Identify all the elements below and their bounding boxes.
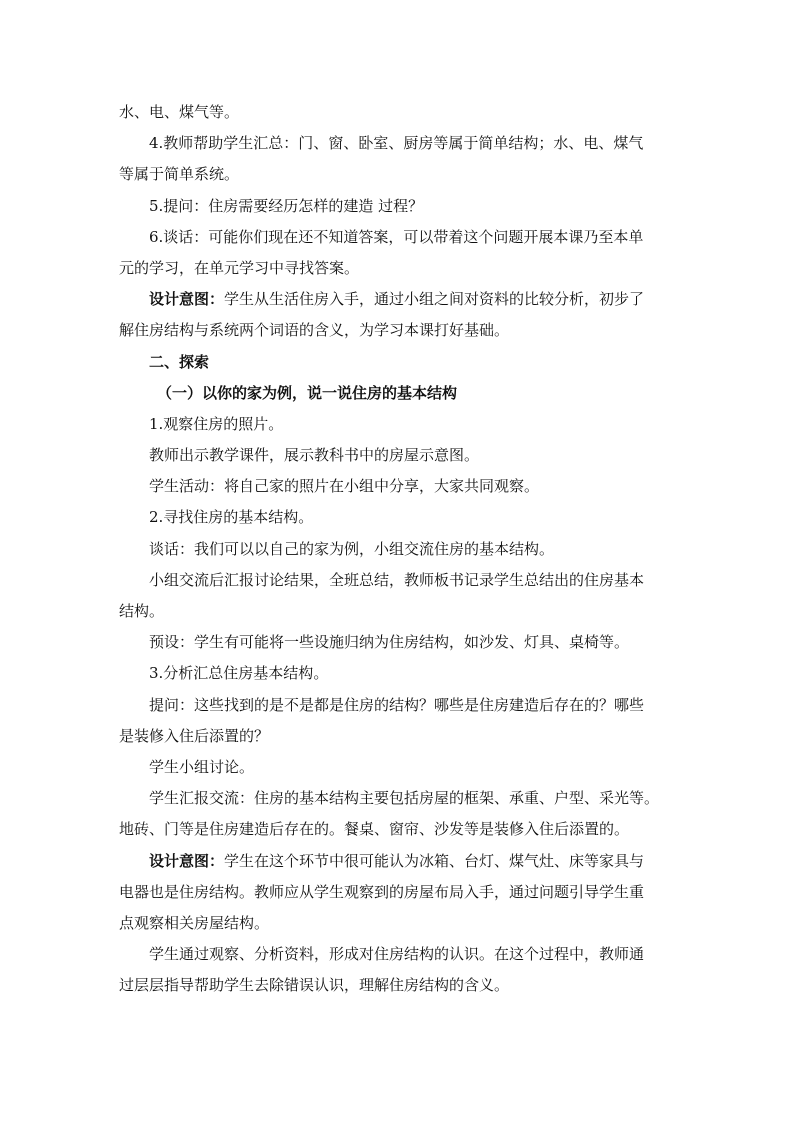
design-intent-line <box>119 846 675 877</box>
text-line: 2.寻找住房的基本结构。 <box>149 508 314 527</box>
document-body <box>119 97 675 1001</box>
text-line: 1.观察住房的照片。 <box>149 414 284 433</box>
section-heading: 二、探索 <box>149 352 210 371</box>
text-line: 学生小组讨论。 <box>149 757 255 776</box>
text-line: 提问：这些找到的是不是都是住房的结构？哪些是住房建造后存在的？哪些 <box>149 695 645 714</box>
design-intent-line <box>119 284 675 315</box>
text-line: 学生汇报交流：住房的基本结构主要包括房屋的框架、承重、户型、采光等。 <box>149 789 660 808</box>
text-line: 5.提问：住房需要经历怎样的建造 过程？ <box>149 196 424 215</box>
text-line: 谈话：我们可以以自己的家为例，小组交流住房的基本结构。 <box>149 539 555 558</box>
design-intent-text: 学生在这个环节中很可能认为冰箱、台灯、煤气灶、床等家具与 <box>224 851 645 870</box>
text-line: 学生通过观察、分析资料，形成对住房结构的认识。在这个过程中，教师通 <box>149 945 645 964</box>
design-intent-label: 设计意图： <box>149 290 225 309</box>
text-line: 电器也是住房结构。教师应从学生观察到的房屋布局入手，通过问题引导学生重 <box>119 882 645 901</box>
text-line: 点观察相关房屋结构。 <box>119 913 270 932</box>
text-line: 结构。 <box>119 602 165 620</box>
text-line: 3.分析汇总住房基本结构。 <box>149 664 329 683</box>
text-line: 学生活动：将自己家的照片在小组中分享，大家共同观察。 <box>149 477 540 496</box>
text-line: 6.谈话：可能你们现在还不知道答案，可以带着这个问题开展本课乃至本单 <box>149 227 644 246</box>
text-line: 等属于简单系统。 <box>119 165 240 184</box>
text-line: 过层层指导帮助学生去除错误认识，理解住房结构的含义。 <box>119 976 510 995</box>
text-line: 小组交流后汇报讨论结果，全班总结，教师板书记录学生总结出的住房基本 <box>149 570 645 589</box>
design-intent-label: 设计意图： <box>149 851 225 870</box>
text-line: 预设：学生有可能将一些设施归纳为住房结构，如沙发、灯具、桌椅等。 <box>149 633 630 652</box>
text-line: 水、电、煤气等。 <box>119 103 240 121</box>
text-line: 解住房结构与系统两个词语的含义，为学习本课打好基础。 <box>119 321 510 340</box>
text-line: 教师出示教学课件，展示教科书中的房屋示意图。 <box>149 446 480 465</box>
design-intent-text: 学生从生活住房入手，通过小组之间对资料的比较分析，初步了 <box>224 290 645 309</box>
text-line: 4.教师帮助学生汇总：门、窗、卧室、厨房等属于简单结构；水、电、煤气 <box>149 134 644 153</box>
text-line: 地砖、门等是住房建造后存在的。餐桌、窗帘、沙发等是装修入住后添置的。 <box>119 820 630 839</box>
subsection-heading: （一）以你的家为例，说一说住房的基本结构 <box>157 383 458 402</box>
text-line: 元的学习，在单元学习中寻找答案。 <box>119 258 360 277</box>
text-line: 是装修入住后添置的？ <box>119 726 270 745</box>
